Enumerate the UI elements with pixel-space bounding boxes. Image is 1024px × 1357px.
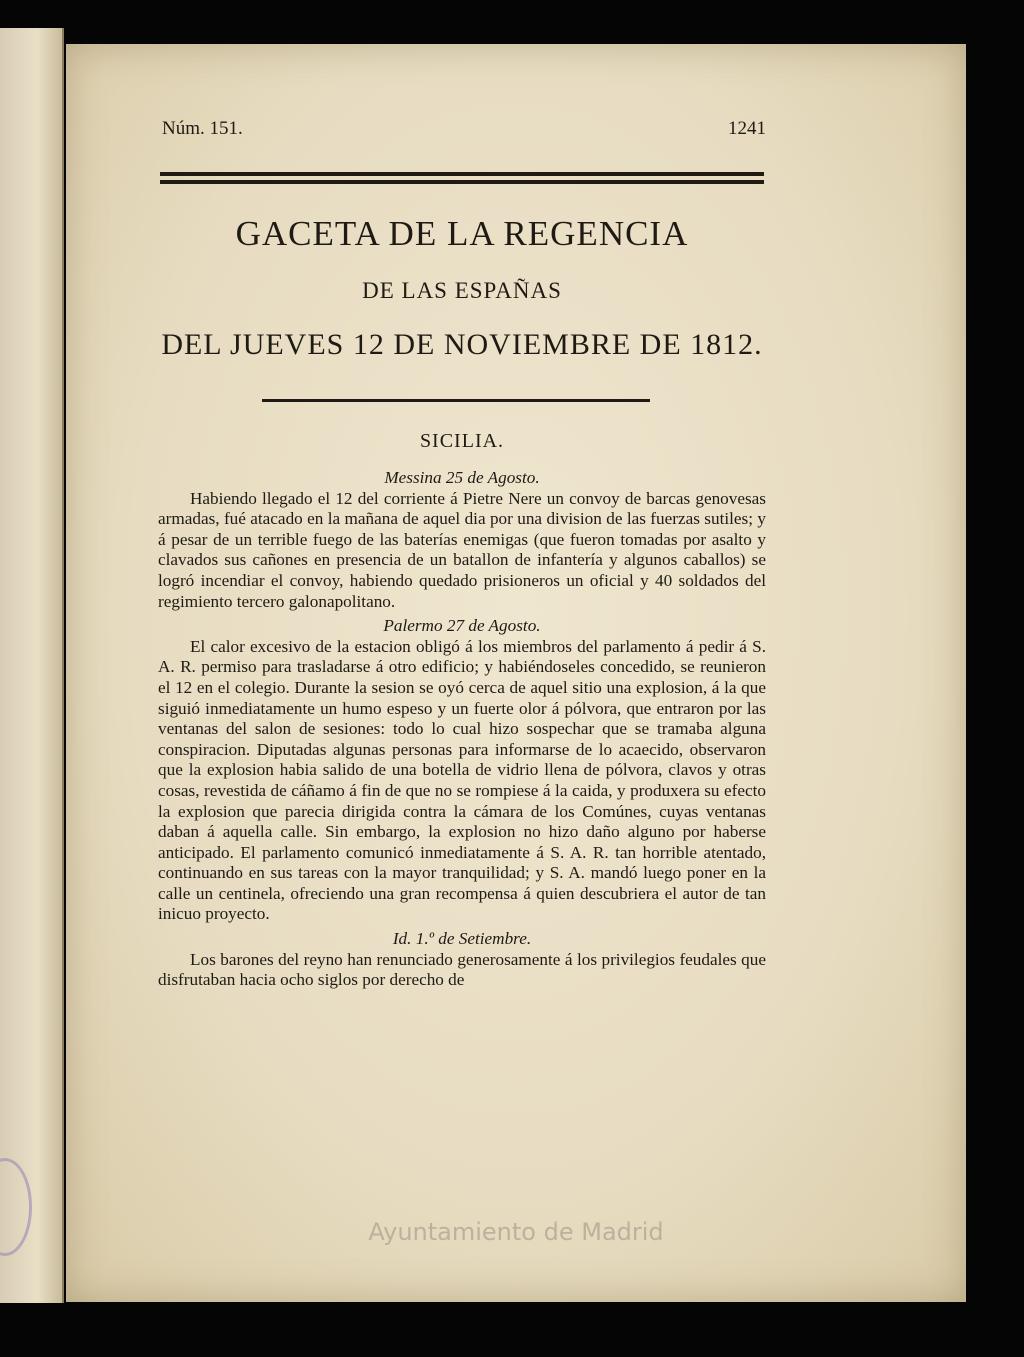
article-dateline: Id. 1.º de Setiembre. — [392, 929, 532, 949]
article-dateline: Palermo 27 de Agosto. — [383, 616, 541, 636]
masthead-title: GACETA DE LA REGENCIA — [235, 214, 689, 253]
page-number: 1241 — [728, 118, 766, 139]
running-header — [162, 118, 766, 146]
article-paragraph: El calor excesivo de la estacion obligó á los miembros del parlamento á pedir á S. A. R. permiso para trasladarse á otro edificio; y habiéndoseles concedido, se reunieron el 12 en el colegio. Durante la sesion se oyó cerca de aquel sitio una explosion, á la que siguió inmediatamente un humo espeso y un fuerte olor á pólvora, que entraron por las ventanas del salon de sesiones: todo lo cual hizo sospechar que se tramaba alguna conspiracion. Diputadas algunas personas para informarse de lo acaecido, observaron que la explosion habia salido de una botella de vidrio llena de pólvora, clavos y otras cosas, revestida de cáñamo á fin de que no se rompiese á la caida, y produxera su efecto la explosion que parecia dirigida contra la cámara de los Comúnes, cuyas ventanas daban á aquella calle. Sin embargo, la explosion no hizo daño alguno por haberse anticipado. El parlamento comunicó inmediatamente á S. A. R. tan horrible atentado, continuando en sus tareas con la mayor tranquilidad; y S. A. mandó luego poner en la calle un centinela, ofreciendo una gran recompensa á quien descubriera el autor de tan inicuo proyecto. — [158, 636, 766, 924]
archive-watermark: Ayuntamiento de Madrid — [368, 1218, 664, 1246]
library-stamp — [0, 1158, 32, 1256]
section-heading: SICILIA. — [419, 430, 505, 452]
masthead-subtitle: DE LAS ESPAÑAS — [362, 278, 562, 303]
header-double-rule — [160, 172, 764, 184]
section-rule — [262, 399, 650, 402]
gazette-page — [66, 44, 966, 1302]
issue-date: DEL JUEVES 12 DE NOVIEMBRE DE 1812. — [161, 328, 763, 361]
issue-number: Núm. 151. — [162, 118, 243, 139]
article-body — [158, 468, 766, 991]
article-paragraph: Los barones del reyno han renunciado generosamente á los privilegios feudales que disfrutaban hacia ocho siglos por derecho de — [158, 949, 766, 990]
adjacent-page-edge — [0, 28, 64, 1303]
article-paragraph: Habiendo llegado el 12 del corriente á Pietre Nere un convoy de barcas genovesas armadas, fué atacado en la mañana de aquel dia por una division de las fuerzas sutiles; y á pesar de un terrible fuego de las baterías enemigas (que fueron tomadas por asalto y clavados sus cañones en presencia de un batallon de infantería y algunos caballos) se logró incendiar el convoy, habiendo quedado prisioneros un oficial y 40 soldados del regimiento tercero galonapolitano. — [158, 488, 766, 611]
article-dateline: Messina 25 de Agosto. — [384, 468, 540, 487]
